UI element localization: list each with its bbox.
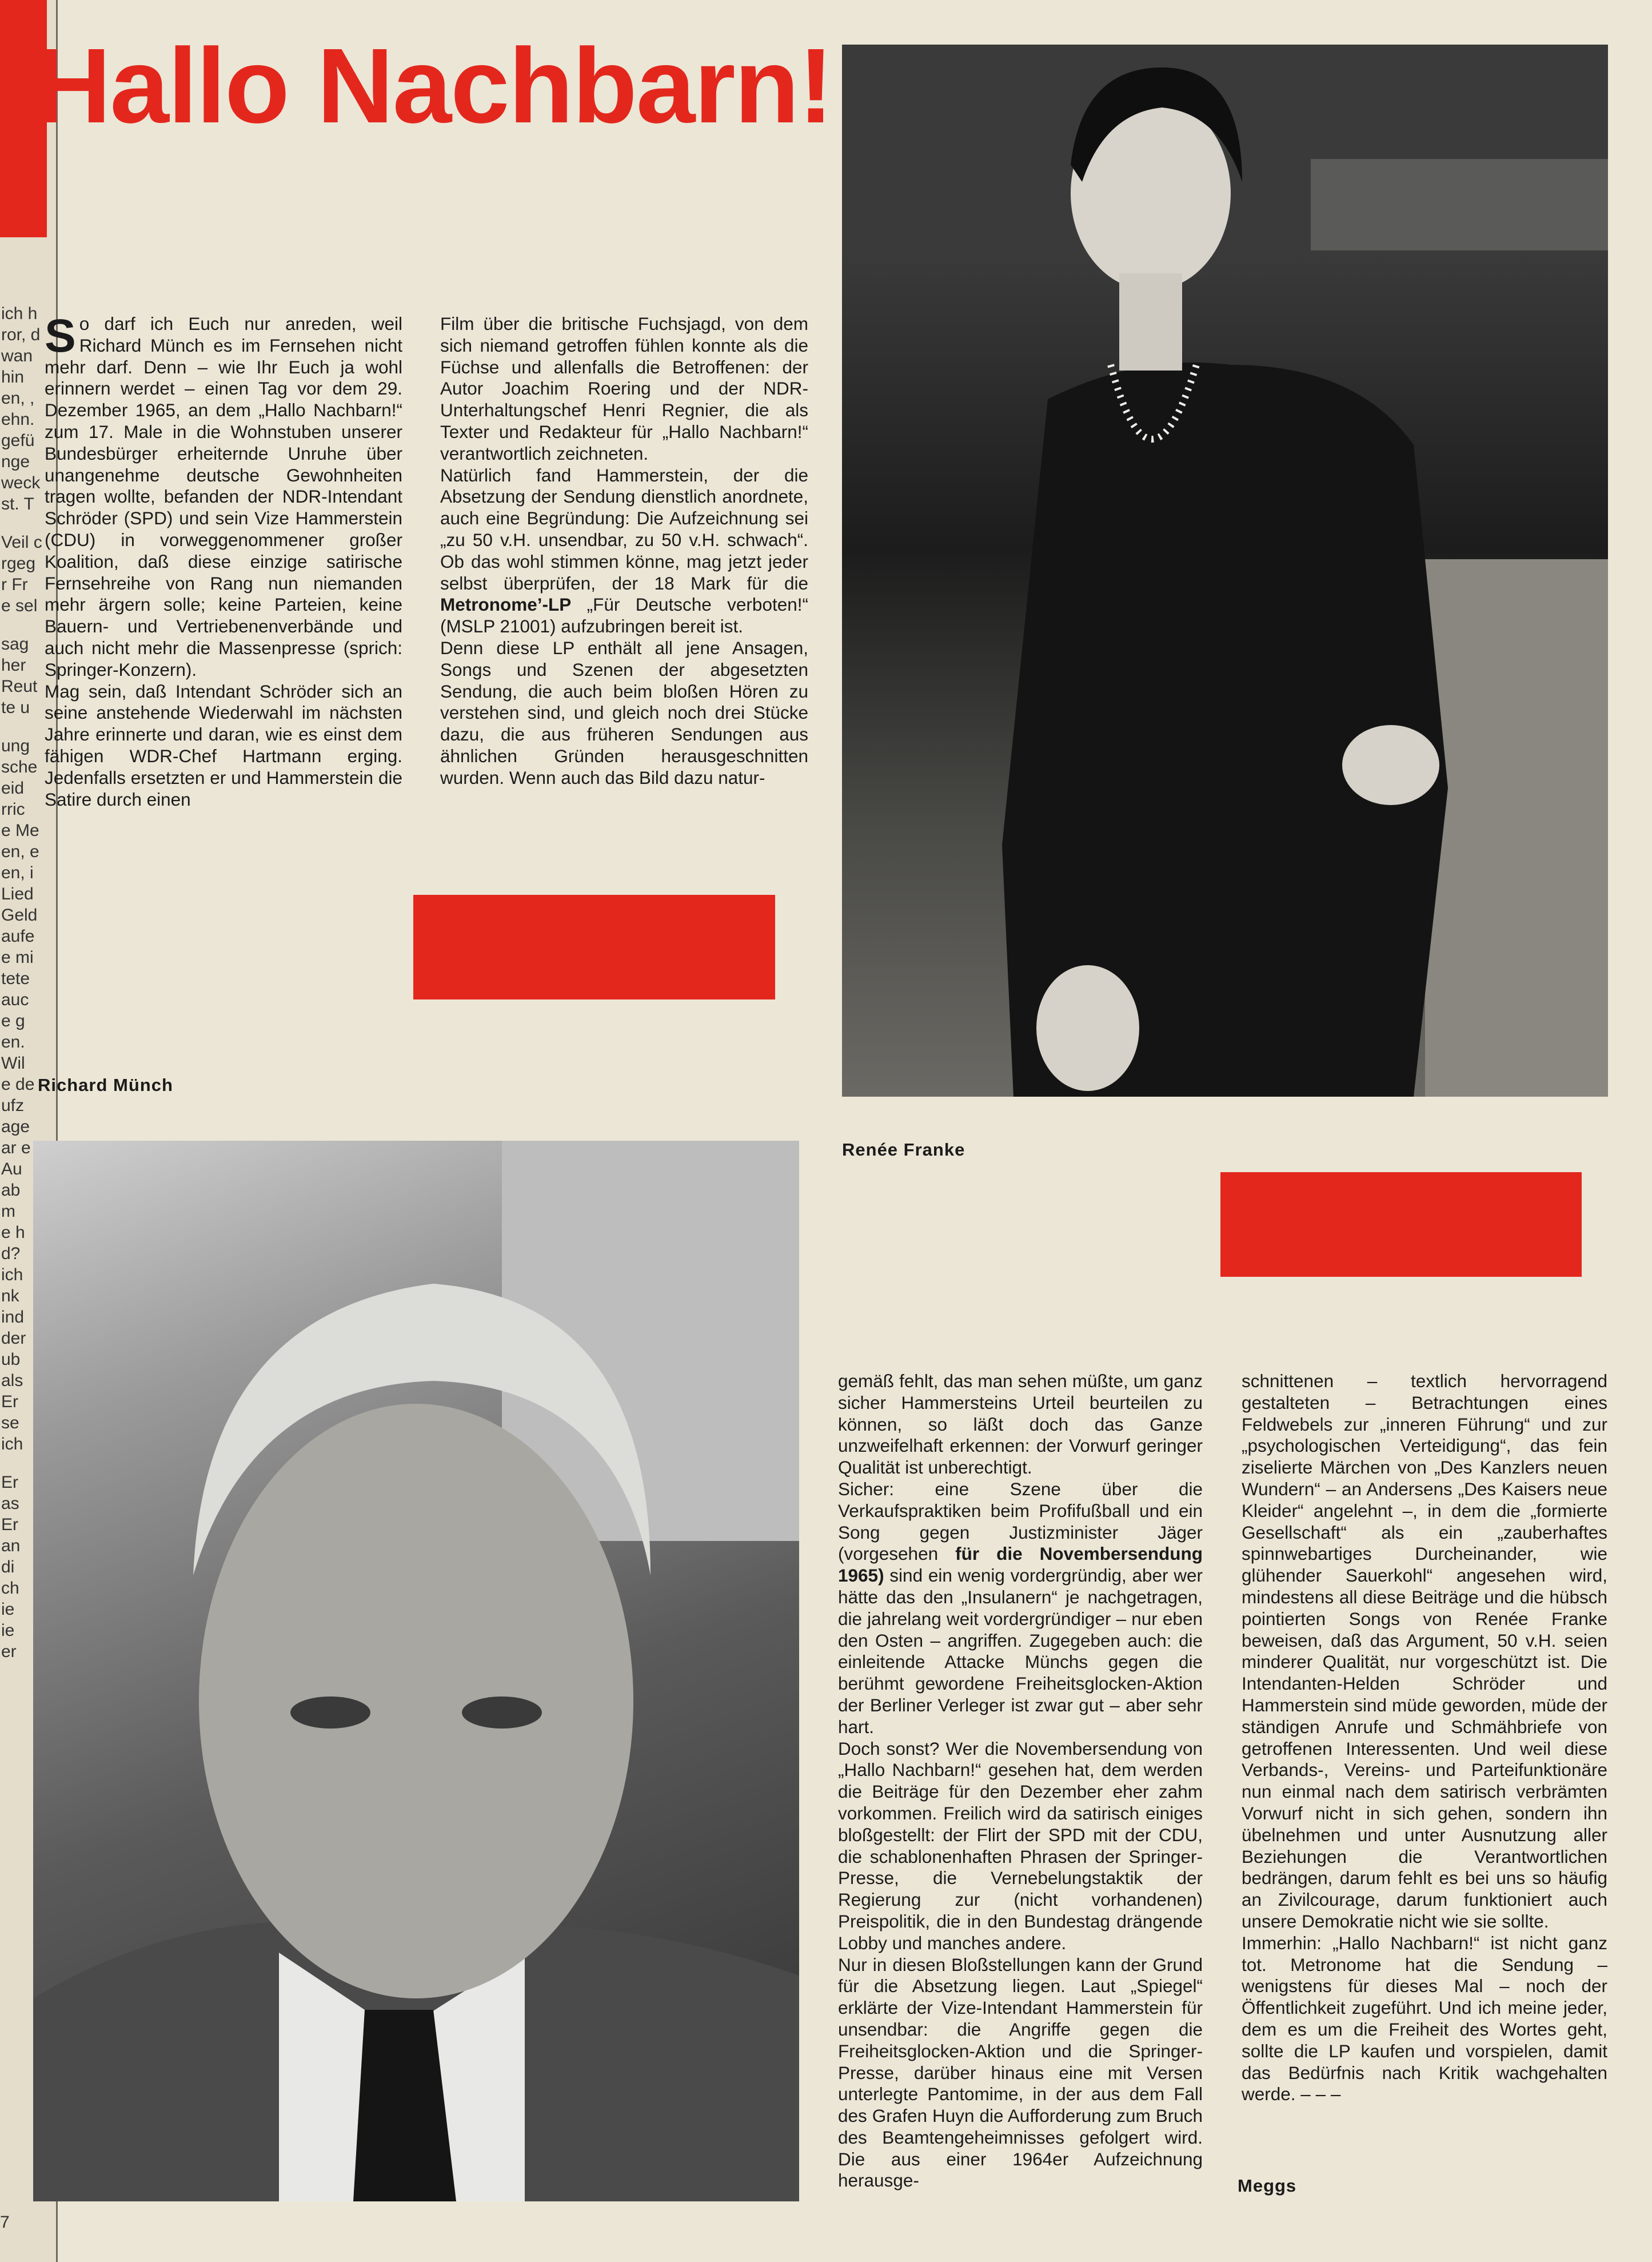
gutter-fragment: r Fr bbox=[1, 575, 28, 594]
article-column-3 bbox=[838, 1371, 1203, 2192]
gutter-fragment: m bbox=[1, 1202, 15, 1221]
gutter-fragment: ich h bbox=[1, 304, 38, 323]
gutter-fragment: en. bbox=[1, 1033, 25, 1052]
gutter-fragment: als bbox=[1, 1371, 23, 1390]
gutter-fragment: d? bbox=[1, 1244, 21, 1263]
gutter-fragment: Lied bbox=[1, 885, 34, 903]
gutter-fragment: se bbox=[1, 1413, 19, 1432]
gutter-fragment: sag bbox=[1, 635, 29, 654]
column1-paragraph-2: Mag sein, daß Intendant Schröder sich an seine anstehende Wiederwahl im nächsten Jahre erinnerte und daran, wie es einst dem fähigen WDR-Chef Hartmann erging. Jedenfalls ersetzten er und Hammerstein die Satire durch einen bbox=[45, 680, 402, 810]
page-number: 7 bbox=[0, 2213, 10, 2232]
gutter-fragment: eid bbox=[1, 779, 25, 798]
gutter-fragment: e de bbox=[1, 1075, 35, 1094]
gutter-fragment: e mi bbox=[1, 948, 34, 967]
column3-paragraph-4: Nur in diesen Bloßstellungen kann der Grund für die Absetzung liegen. Laut „Spiegel“ erklärte der Vize-Intendant Hammerstein für unsendbar: die Angriffe gegen die Freiheitsglocken-Aktion und die Springer-Presse, darüber hinaus eine mit Versen unterlegte Pantomime, in der aus dem Fall des Grafen Huyn die Aufforderung zum Bruch des Beamtengeheimnisses gefolgert wird. Die aus einer 1964er Aufzeichnung herausge- bbox=[838, 1954, 1203, 2191]
column2-paragraph-1: Film über die britische Fuchsjagd, von dem sich niemand getroffen fühlen konnte als die Füchse und allenfalls die Betroffenen: der Autor Joachim Roering und der NDR-Unterhaltungschef Henri Regnier, die als Texter und Redakteur für „Hallo Nachbarn!“ verantwortlich zeichneten. bbox=[440, 313, 808, 464]
gutter-fragment: sche bbox=[1, 758, 38, 776]
gutter-fragment: auc bbox=[1, 990, 29, 1009]
gutter-fragment: e g bbox=[1, 1011, 25, 1030]
article-column-4 bbox=[1242, 1371, 1607, 2105]
article-column-2 bbox=[440, 313, 808, 789]
gutter-fragment: hin bbox=[1, 368, 25, 387]
drop-cap: S bbox=[45, 310, 76, 362]
headline: Hallo Nachbarn! bbox=[34, 27, 833, 145]
gutter-fragment: nk bbox=[1, 1287, 19, 1305]
gutter-fragment: Wil bbox=[1, 1054, 25, 1073]
gutter-fragment: aufe bbox=[1, 927, 35, 946]
photo-renee-franke-graphic bbox=[842, 45, 1608, 1097]
gutter-fragment: ch bbox=[1, 1579, 19, 1598]
gutter-fragment: Er bbox=[1, 1515, 18, 1534]
gutter-fragment: ich bbox=[1, 1435, 23, 1453]
red-bar-1 bbox=[413, 895, 775, 999]
gutter-fragment: te u bbox=[1, 698, 30, 717]
gutter-fragment: en, e bbox=[1, 842, 39, 861]
gutter-fragment: an bbox=[1, 1536, 21, 1555]
metronome-lp-bold: Metronome’-LP bbox=[440, 594, 572, 615]
gutter-fragment: rgeg bbox=[1, 554, 36, 573]
gutter-fragment: ar e bbox=[1, 1138, 31, 1157]
gutter-fragment: weck bbox=[1, 473, 41, 492]
red-bar-2 bbox=[1220, 1172, 1582, 1277]
gutter-fragment: ror, d bbox=[1, 325, 41, 344]
article-column-1 bbox=[45, 310, 402, 810]
photo-richard-muench bbox=[33, 1141, 799, 2201]
gutter-fragment: Veil c bbox=[1, 533, 42, 552]
gutter-fragment: der bbox=[1, 1329, 26, 1348]
column4-paragraph-2: Immerhin: „Hallo Nachbarn!“ ist nicht ganz tot. Metronome hat die Sendung – wenigstens für dieses Mal – noch der Öffentlichkeit zugeführt. Und ich meine jeder, dem es um die Freiheit des Wortes geht, sollte die LP kaufen und vorspielen, damit das Bedürfnis nach Kritik wachgehalten werde. – – – bbox=[1242, 1932, 1607, 2105]
gutter-fragment: rric bbox=[1, 800, 25, 819]
column3-paragraph-1: gemäß fehlt, das man sehen müßte, um ganz sicher Hammersteins Urteil beurteilen zu können, so läßt doch das Ganze unzweifelhaft erkennen: der Vorwurf geringer Qualität ist unberechtigt. bbox=[838, 1371, 1203, 1478]
gutter-fragment: st. T bbox=[1, 495, 34, 513]
gutter-fragment: ie bbox=[1, 1621, 15, 1640]
gutter-fragment: wan bbox=[1, 347, 33, 365]
column1-paragraph-1: So darf ich Euch nur anreden, weil Richard Münch es im Fernsehen nicht mehr darf. Denn – wie Ihr Euch ja wohl erinnern werdet – einen Tag vor dem 29. Dezember 1965, an dem „Hallo Nachbarn!“ zum 17. Male in die Wohnstuben unserer Bundesbürger erheiternde Unruhe über unangenehme deutsche Gewohnheiten tragen wollte, befanden der NDR-Intendant Schröder (SPD) und sein Vize Hammerstein (CDU) in vorweggenommener großer Koalition, daß diese einzige satirische Fernsehreihe von Rang nun niemanden mehr ärgern solle; keine Parteien, keine Bauern- und Vertriebenenverbände und auch nicht mehr die Massenpresse (sprich: Springer-Konzern). bbox=[45, 310, 402, 680]
gutter-fragment: ung bbox=[1, 736, 30, 755]
gutter-fragment: ie bbox=[1, 1600, 15, 1619]
gutter-fragment: Reut bbox=[1, 677, 38, 696]
caption-richard-muench: Richard Münch bbox=[38, 1075, 173, 1095]
gutter-fragment: ehn. bbox=[1, 410, 35, 429]
novembersendung-bold: für die Novembersendung 1965) bbox=[838, 1543, 1203, 1586]
gutter-fragment: nge bbox=[1, 452, 30, 471]
gutter-fragment: gefü bbox=[1, 431, 35, 450]
gutter-fragment: age bbox=[1, 1117, 30, 1136]
gutter-fragment: ub bbox=[1, 1350, 21, 1369]
column4-paragraph-1: schnittenen – textlich hervorragend gestalteten – Betrachtungen eines Feldwebels zur „inneren Führung“ und zur „psychologischen Verteidigung“, das fein ziselierte Märchen von „Des Kanzlers neuen Wundern“ – an Andersens „Des Kaisers neue Kleider“ angelehnt –, in dem die „formierte Gesellschaft“ als ein „zauberhaftes spinnwebartiges Durcheinander, wie glühender Sauerkohl“ angesehen wird, mindestens all diese Beiträge und die hübsch pointierten Songs von Renée Franke beweisen, daß das Argument, 50 v.H. seien minderer Qualität, nur vorgeschützt ist. Die Intendanten-Helden Schröder und Hammerstein sind müde geworden, müde der ständigen Anrufe und Schmähbriefe von getroffenen Interessenten. Und weil diese Verbands-, Vereins- und Parteifunktionäre nun einmal nach dem satirisch verbrämten Vorwurf nicht in sich gehen, sondern ihn übelnehmen und unter Ausnutzung aller Beziehungen die Verantwortlichen bedrängen, darum fehlt es bei uns so häufig an Zivilcourage, darum funktioniert auch unsere Demokratie nicht wie sie sollte. bbox=[1242, 1371, 1607, 1932]
photo-richard-muench-graphic bbox=[33, 1141, 799, 2201]
author-signature: Meggs bbox=[1238, 2176, 1297, 2196]
gutter-fragment: Er bbox=[1, 1473, 18, 1492]
gutter-fragment: di bbox=[1, 1558, 15, 1576]
gutter-fragment: e Me bbox=[1, 821, 39, 840]
gutter-fragment: as bbox=[1, 1494, 19, 1513]
gutter-fragment: her bbox=[1, 656, 26, 675]
gutter-fragment: e sel bbox=[1, 596, 38, 615]
photo-renee-franke bbox=[842, 45, 1608, 1097]
gutter-fragment: ich bbox=[1, 1265, 23, 1284]
gutter-fragment: en, i bbox=[1, 863, 34, 882]
gutter-fragment: er bbox=[1, 1642, 17, 1661]
gutter-fragment: e h bbox=[1, 1223, 25, 1242]
caption-renee-franke: Renée Franke bbox=[842, 1140, 965, 1160]
gutter-fragment: ind bbox=[1, 1308, 25, 1327]
column3-paragraph-3: Doch sonst? Wer die Novembersendung von „Hallo Nachbarn!“ gesehen hat, dem werden die Beiträge für den Dezember eher zahm vorkommen. Freilich wird da satirisch einiges bloßgestellt: der Flirt der SPD mit der CDU, die schablonenhaften Phrasen der Springer-Presse, die Vernebelungstaktik der Regierung zur (nicht vorhandenen) Preispolitik, die in den Bundestag drängende Lobby und manches andere. bbox=[838, 1738, 1203, 1953]
gutter-fragment: Au bbox=[1, 1160, 22, 1178]
gutter-fragment: ab bbox=[1, 1181, 21, 1200]
gutter-fragment: en, , bbox=[1, 389, 35, 408]
gutter-fragment: Geld bbox=[1, 906, 38, 925]
column2-paragraph-2: Natürlich fand Hammerstein, der die Absetzung der Sendung dienstlich anordnete, auch eine Begründung: Die Aufzeichnung sei „zu 50 v.H. unsendbar, zu 50 v.H. schwach“. Ob das wohl stimmen könne, mag jetzt jeder selbst überprüfen, der 18 Mark für die Metronome’-LP „Für Deutsche verboten!“ (MSLP 21001) aufzubringen bereit ist. bbox=[440, 464, 808, 637]
gutter-fragment: Er bbox=[1, 1392, 18, 1411]
column3-paragraph-2: Sicher: eine Szene über die Verkaufspraktiken beim Profifußball und ein Song gegen Justizminister Jäger (vorgesehen für die Novembersendung 1965) sind ein wenig vordergründig, aber wer hätte das den „Insulanern“ je nachgetragen, die jahrelang weit vordergründiger – nur eben den Osten – angriffen. Zugegeben auch: die einleitende Attacke Münchs gegen die berühmt gewordene Freiheitsglocken-Aktion der Berliner Verleger ist zwar gut – aber sehr hart. bbox=[838, 1478, 1203, 1737]
column2-paragraph-3: Denn diese LP enthält all jene Ansagen, Songs und Szenen der abgesetzten Sendung, die auch beim bloßen Hören zu verstehen sind, und gleich noch drei Stücke dazu, die aus früheren Sendungen aus ähnlichen Gründen herausgeschnitten wurden. Wenn auch das Bild dazu natur- bbox=[440, 637, 808, 788]
gutter-fragment: ufz bbox=[1, 1096, 25, 1115]
gutter-fragment: tete bbox=[1, 969, 30, 988]
